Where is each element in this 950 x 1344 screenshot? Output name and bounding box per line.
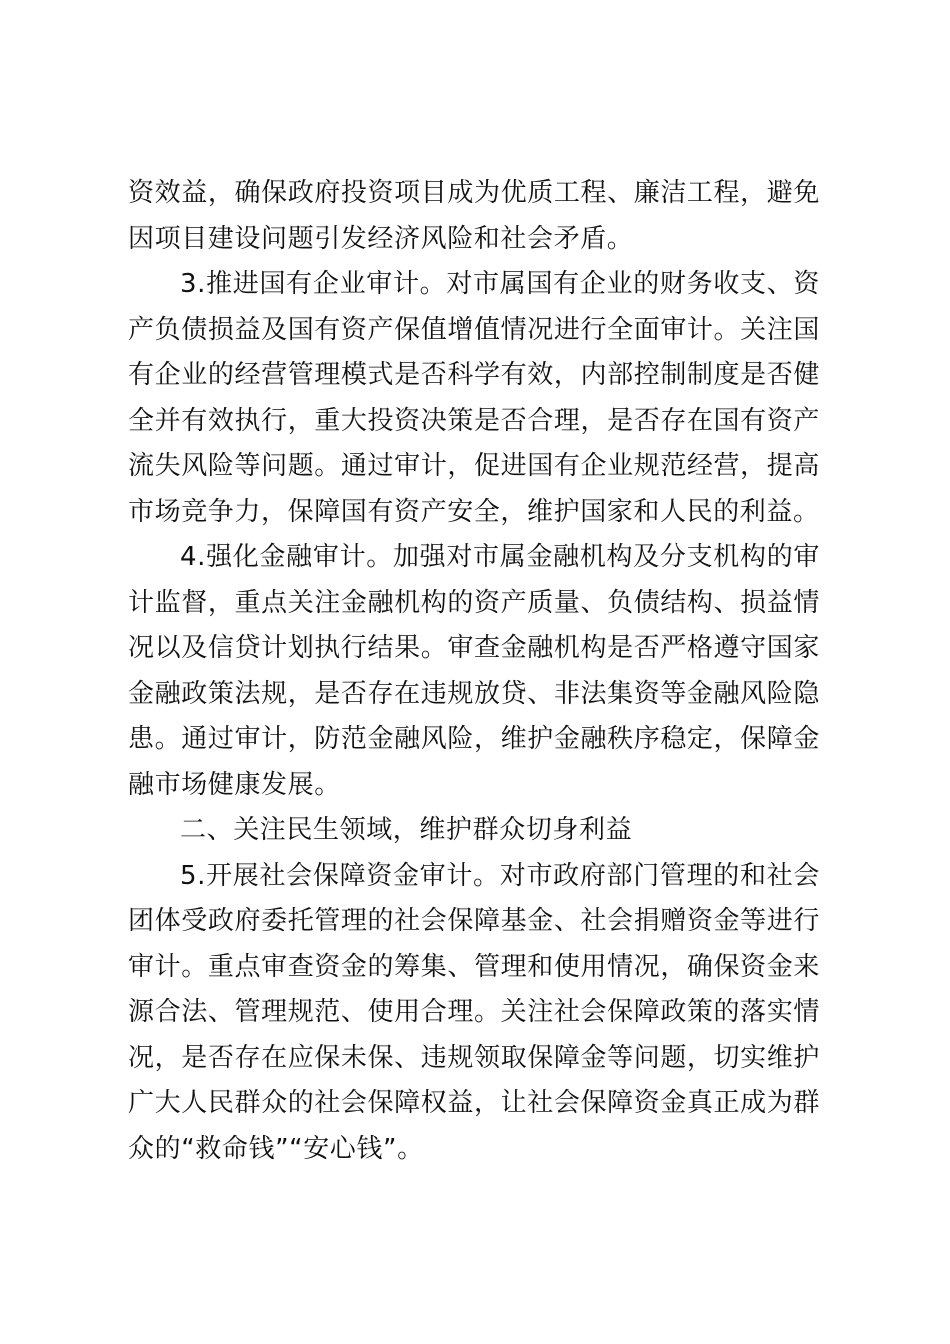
paragraph-item-4: 4.强化金融审计。加强对市属金融机构及分支机构的审计监督，重点关注金融机构的资产质量、负债结构、损益情况以及信贷计划执行结果。审查金融机构是否严格遵守国家金融政策法规，是否存在违规放贷、非法集资等金融风险隐患。通过审计，防范金融风险，维护金融秩序稳定，保障金融市场健康发展。 [128, 542, 820, 800]
paragraph-item-3: 3.推进国有企业审计。对市属国有企业的财务收支、资产负债损益及国有资产保值增值情况进行全面审计。关注国有企业的经营管理模式是否科学有效，内部控制制度是否健全并有效执行，重大投资决策是否合理，是否存在国有资产流失风险等问题。通过审计，促进国有企业规范经营，提高市场竞争力，保障国有资产安全，维护国家和人民的利益。 [128, 269, 820, 527]
paragraph-continuation: 资效益，确保政府投资项目成为优质工程、廉洁工程，避免因项目建设问题引发经济风险和社会矛盾。 [128, 178, 820, 254]
document-body [128, 171, 820, 1172]
paragraph-item-5: 5.开展社会保障资金审计。对市政府部门管理的和社会团体受政府委托管理的社会保障基金、社会捐赠资金等进行审计。重点审查资金的筹集、管理和使用情况，确保资金来源合法、管理规范、使用合理。关注社会保障政策的落实情况，是否存在应保未保、违规领取保障金等问题，切实维护广大人民群众的社会保障权益，让社会保障资金真正成为群众的“救命钱”“安心钱”。 [128, 860, 820, 1164]
section-heading-2: 二、关注民生领域，维护群众切身利益 [180, 815, 633, 845]
